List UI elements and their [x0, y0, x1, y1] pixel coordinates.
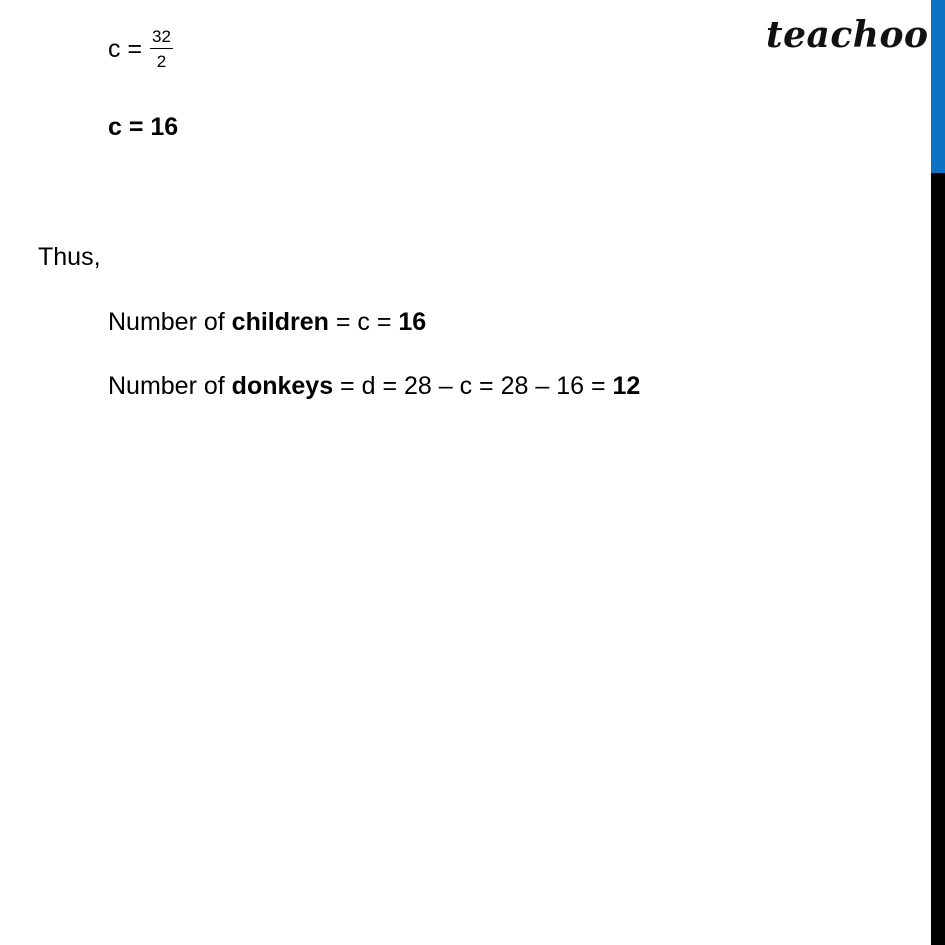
donkeys-equation: = d = 28 – c = 28 – 16 =: [333, 372, 613, 400]
side-accent-bar: [931, 0, 945, 173]
donkeys-count-line: [108, 372, 640, 401]
result-equation: c = 16: [108, 113, 179, 141]
fraction-denominator: 2: [156, 52, 167, 71]
children-value: 16: [398, 308, 427, 336]
label-prefix: Number of: [108, 372, 232, 400]
teachoo-logo: teachoo: [766, 14, 929, 56]
children-count-line: [108, 308, 426, 337]
side-dark-bar: [931, 173, 945, 945]
equation-lhs: c =: [108, 34, 143, 63]
fraction-numerator: 32: [150, 28, 173, 49]
conclusion-intro: Thus,: [38, 243, 101, 271]
children-equation: = c =: [328, 308, 399, 336]
fraction-equation: [108, 28, 173, 70]
fraction: [150, 28, 173, 70]
children-label: children: [231, 308, 329, 336]
label-prefix: Number of: [108, 308, 232, 336]
donkeys-label: donkeys: [231, 372, 334, 400]
donkeys-value: 12: [612, 372, 641, 400]
